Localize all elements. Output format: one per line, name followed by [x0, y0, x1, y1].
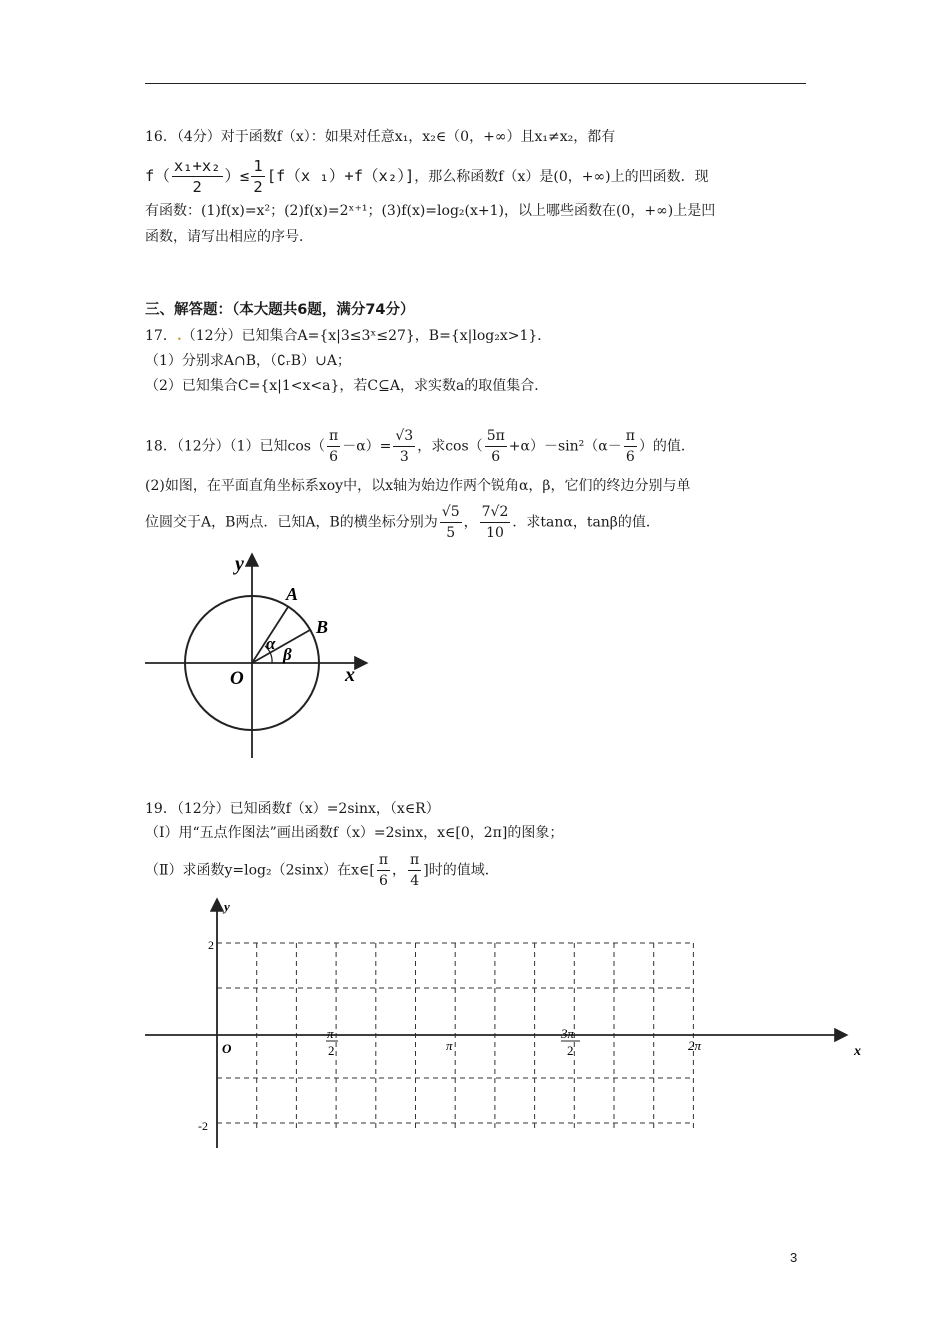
q18-p2: －α）=	[342, 438, 392, 455]
q17-text: （12分）已知集合A={x|3≤3ˣ≤27}，B={x|log₂x>1}．	[181, 328, 552, 344]
q16-half-den: 2	[253, 178, 263, 196]
q16-f-close: ）≤	[224, 167, 250, 185]
q18-frac5-den: 5	[446, 525, 456, 541]
q18-frac4-num: π	[624, 426, 637, 447]
q18-frac2-den: 3	[399, 449, 409, 465]
q19-frac1-num: π	[377, 850, 390, 871]
q19-l3-tail: ]时的值域．	[423, 862, 499, 879]
q16-line3: 有函数：(1)f(x)=x²；(2)f(x)=2ˣ⁺¹；(3)f(x)=log₂(x+1)，以上哪些函数在(0，+∞)上是凹	[145, 203, 716, 219]
q18-l3-tail: ．求tanα，tanβ的值．	[512, 514, 660, 531]
q18-p1: 18．（12分）（1）已知cos（	[145, 438, 325, 455]
q18-frac4-den: 6	[625, 449, 635, 465]
grid-label-3pi-half-den: 2	[567, 1043, 574, 1058]
q16-bracket: [f（x ₁）+f（x₂）]	[266, 167, 415, 185]
sine-grid-figure	[140, 893, 880, 1153]
grid-label-pi-half-num: π	[327, 1026, 334, 1041]
q17-line2: （1）分别求A∩B，（∁ᵣB）∪A；	[145, 353, 351, 369]
q19-line1: 19．（12分）已知函数f（x）=2sinx，（x∈R）	[145, 801, 440, 817]
q19-frac1-den: 6	[378, 873, 388, 889]
q18-frac3	[485, 426, 507, 467]
q18-frac2-num: √3	[393, 426, 415, 447]
ray-ob	[252, 630, 310, 663]
q18-comma: ，	[463, 514, 478, 531]
grid-lines	[217, 943, 693, 1131]
q19-frac2	[408, 850, 421, 891]
grid-label-o: O	[222, 1041, 232, 1056]
q18-frac3-den: 6	[491, 449, 501, 465]
q18-frac4	[624, 426, 637, 467]
q18-p5: ）的值．	[638, 438, 695, 455]
circle-label-beta: β	[283, 645, 292, 664]
page-number: 3	[790, 1250, 798, 1265]
grid-label-2: 2	[208, 938, 214, 952]
q18-frac5	[440, 502, 462, 543]
q18-frac1	[327, 426, 340, 467]
q19-frac2-den: 4	[410, 873, 420, 889]
header-rule	[145, 83, 806, 84]
circle-label-o: O	[230, 668, 244, 689]
circle-label-x: x	[345, 664, 355, 686]
q18-line3	[145, 502, 660, 543]
grid-label-3pi-half-num: 3π	[561, 1026, 575, 1041]
q17-dot: .	[176, 328, 182, 344]
q18-l3-text: 位圆交于A，B两点．已知A，B的横坐标分别为	[145, 514, 438, 531]
q18-frac1-num: π	[327, 426, 340, 447]
q19-frac2-num: π	[408, 850, 421, 871]
q17-line1	[145, 326, 551, 346]
q16-avg-fraction	[172, 156, 223, 197]
q16-half-fraction	[251, 156, 264, 197]
circle-label-a: A	[286, 584, 299, 604]
section3-heading: 三、解答题：（本大题共6题，满分74分）	[145, 302, 415, 318]
q17-number: 17．	[145, 328, 177, 344]
q18-line1	[145, 426, 695, 467]
q19-line3	[145, 850, 499, 891]
circle-label-b: B	[316, 617, 329, 637]
q16-avg-den: 2	[192, 178, 202, 196]
circle-label-y: y	[235, 553, 244, 575]
q18-frac2	[393, 426, 415, 467]
q18-frac6	[480, 502, 511, 543]
q18-frac3-num: 5π	[485, 426, 507, 447]
q18-p3: ，求cos（	[417, 438, 483, 455]
unit-circle-figure	[140, 548, 380, 768]
q16-f-open: f（	[145, 167, 170, 185]
q16-avg-num: x₁+x₂	[173, 157, 221, 175]
q18-frac1-den: 6	[329, 449, 339, 465]
q16-half-num: 1	[253, 157, 263, 175]
q18-line2: (2)如图，在平面直角坐标系xoy中，以x轴为始边作两个锐角α，β，它们的终边分别与单	[145, 478, 691, 494]
grid-label-y: y	[224, 899, 230, 914]
grid-label-neg2: -2	[198, 1119, 208, 1133]
circle-label-alpha: α	[266, 634, 276, 653]
q19-frac1	[377, 850, 390, 891]
q16-line4: 函数，请写出相应的序号．	[145, 229, 313, 245]
q18-frac6-den: 10	[486, 525, 504, 541]
q18-frac6-num: 7√2	[480, 502, 511, 523]
q17-line3: （2）已知集合C={x|1<x<a}，若C⊆A，求实数a的取值集合．	[145, 378, 549, 394]
q19-comma: ，	[392, 862, 407, 879]
q16-line1: 16．（4分）对于函数f（x）：如果对任意x₁，x₂∈（0，+∞）且x₁≠x₂，都有	[145, 129, 616, 145]
grid-label-x: x	[854, 1044, 861, 1059]
grid-label-pi-half-den: 2	[328, 1043, 335, 1058]
q16-line2-tail: ，那么称函数f（x）是(0，+∞)上的凹函数．现	[414, 169, 709, 185]
grid-label-2pi: 2π	[688, 1038, 702, 1053]
grid-label-pi: π	[446, 1038, 453, 1053]
q19-l3-pre: （Ⅱ）求函数y=log₂（2sinx）在x∈[	[145, 862, 375, 879]
q19-line2: （Ⅰ）用“五点作图法”画出函数f（x）=2sinx，x∈[0，2π]的图象；	[145, 825, 564, 841]
q18-p4: +α）－sin²（α－	[508, 438, 622, 455]
q18-frac5-num: √5	[440, 502, 462, 523]
q16-formula-line	[145, 156, 709, 197]
